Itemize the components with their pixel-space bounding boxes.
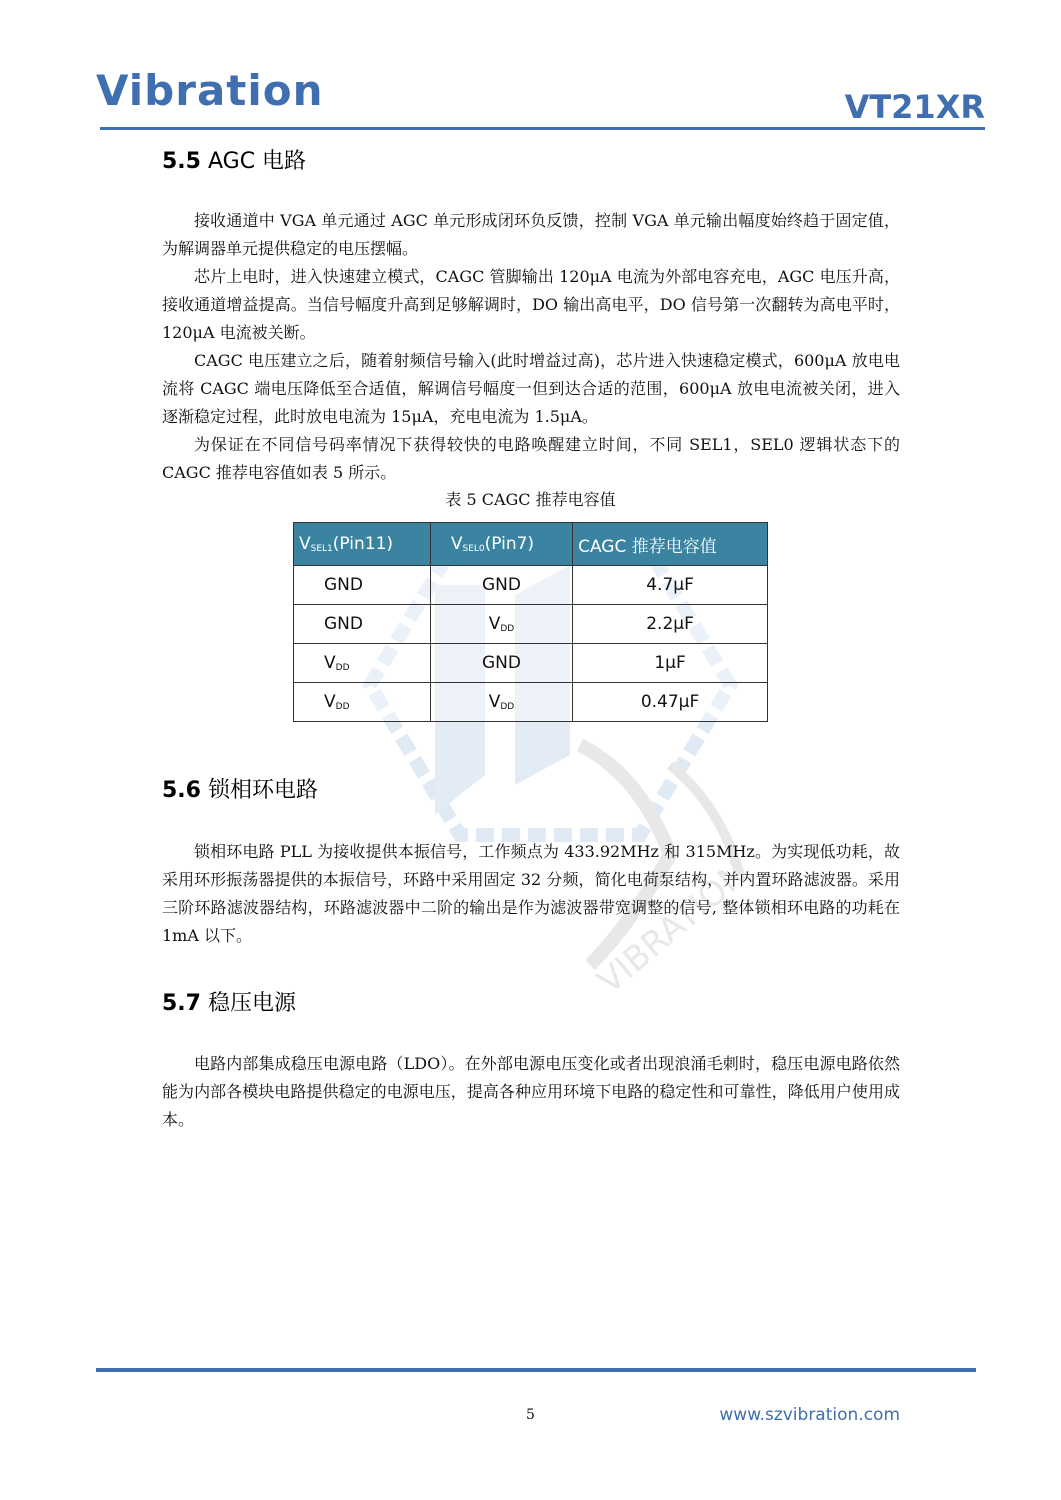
cell-vsel1: $V_{DD}$	[294, 644, 431, 683]
cell-vsel1: GND	[294, 605, 431, 644]
page-number: 5	[526, 1407, 535, 1423]
column-header-vsel0: $V_{SEL0}(Pin7)$	[430, 523, 572, 566]
section-number: 5.6	[162, 778, 201, 803]
footer-divider	[96, 1368, 976, 1372]
table-row	[294, 644, 768, 683]
cell-vsel1: $V_{DD}$	[294, 683, 431, 722]
product-model: VT21XR	[844, 88, 985, 126]
table-caption: 表 5 CAGC 推荐电容值	[445, 490, 616, 509]
cell-capacitance: 2.2μF	[573, 605, 768, 644]
watermark-text: VIBRATION	[590, 853, 756, 1002]
section-title: AGC 电路	[207, 149, 307, 174]
section-title: 稳压电源	[207, 991, 296, 1016]
table-row	[294, 683, 768, 722]
paragraph: 接收通道中 VGA 单元通过 AGC 单元形成闭环负反馈，控制 VGA 单元输出幅度始终趋于固定值，为解调器单元提供稳定的电压摆幅。	[162, 211, 900, 258]
cell-vsel0: $V_{DD}$	[430, 605, 572, 644]
cell-vsel0: GND	[430, 566, 572, 605]
table-row	[294, 605, 768, 644]
website-link[interactable]: www.szvibration.com	[719, 1405, 900, 1425]
cell-vsel0: GND	[430, 644, 572, 683]
paragraph: 锁相环电路 PLL 为接收提供本振信号，工作频点为 433.92MHz 和 315MHz。为实现低功耗，故采用环形振荡器提供的本振信号，环路中采用固定 32 分频，简化电荷泵结构，并内置环路滤波器。采用三阶环路滤波器结构，环路滤波器中二阶的输出是作为滤波器带宽调整的信号, 整体锁相环电路的功耗在 1mA 以下。	[162, 842, 900, 945]
brand-logo: Vibration	[96, 66, 324, 115]
column-header-vsel1: $V_{SEL1}(Pin11)$	[294, 523, 431, 566]
cell-vsel1: GND	[294, 566, 431, 605]
section-number: 5.7	[162, 991, 201, 1016]
section-title: 锁相环电路	[207, 778, 318, 803]
section-number: 5.5	[162, 149, 201, 174]
header-divider	[100, 127, 985, 130]
paragraph: CAGC 电压建立之后，随着射频信号输入(此时增益过高)，芯片进入快速稳定模式，600μA 放电电流将 CAGC 端电压降低至合适值，解调信号幅度一但到达合适的范围，600μA 放电电流被关闭，进入逐渐稳定过程，此时放电电流为 15μA，充电电流为 1.5μA。	[162, 351, 900, 426]
paragraph: 芯片上电时，进入快速建立模式，CAGC 管脚输出 120μA 电流为外部电容充电，AGC 电压升高，接收通道增益提高。当信号幅度升高到足够解调时，DO 输出高电平，DO 信号第一次翻转为高电平时，120μA 电流被关断。	[162, 267, 900, 342]
cell-vsel0: $V_{DD}$	[430, 683, 572, 722]
section-heading-agc	[162, 144, 306, 175]
section-heading-pll	[162, 773, 318, 804]
cagc-capacitor-table	[293, 522, 768, 722]
cell-capacitance: 4.7μF	[573, 566, 768, 605]
cell-capacitance: 0.47μF	[573, 683, 768, 722]
section-heading-ldo	[162, 986, 296, 1017]
cell-capacitance: 1μF	[573, 644, 768, 683]
paragraph: 为保证在不同信号码率情况下获得较快的电路唤醒建立时间，不同 SEL1，SEL0 逻辑状态下的 CAGC 推荐电容值如表 5 所示。	[162, 435, 900, 482]
column-header-cagc: CAGC 推荐电容值	[573, 523, 768, 566]
table-row	[294, 566, 768, 605]
paragraph: 电路内部集成稳压电源电路（LDO）。在外部电源电压变化或者出现浪涌毛刺时，稳压电源电路依然能为内部各模块电路提供稳定的电源电压，提高各种应用环境下电路的稳定性和可靠性，降低用户使用成本。	[162, 1054, 900, 1129]
